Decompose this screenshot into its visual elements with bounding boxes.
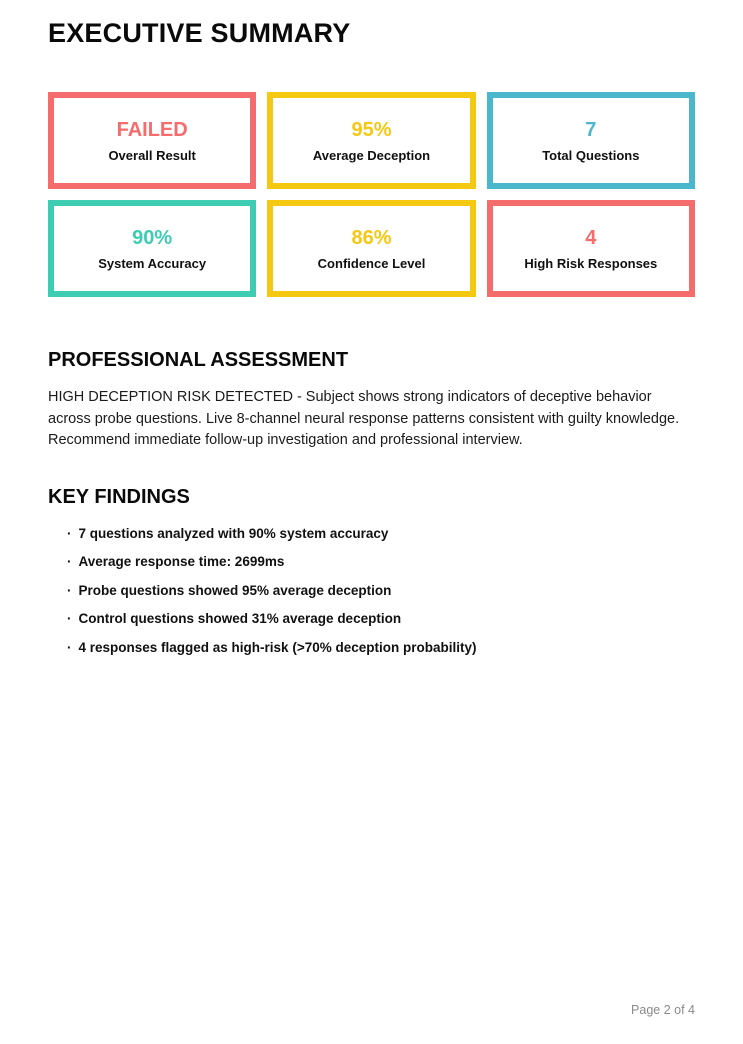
stat-card	[48, 92, 256, 189]
finding-item	[67, 584, 695, 598]
stat-card-value: 7	[585, 118, 597, 141]
stat-card-label: Overall Result	[108, 147, 196, 163]
stat-card-label: Confidence Level	[317, 255, 426, 271]
stat-card-label: High Risk Responses	[524, 255, 658, 271]
findings-heading: KEY FINDINGS	[48, 485, 190, 508]
stat-card	[487, 92, 695, 189]
finding-item	[67, 641, 695, 655]
stat-card-value: FAILED	[116, 118, 188, 141]
stat-card-value: 86%	[351, 226, 392, 249]
stat-card	[48, 200, 256, 297]
stat-card	[267, 92, 475, 189]
bullet-icon: ·	[67, 611, 72, 626]
stat-card-label: Average Deception	[312, 147, 431, 163]
page-number: Page 2 of 4	[631, 1003, 695, 1017]
assessment-body: HIGH DECEPTION RISK DETECTED - Subject shows strong indicators of deceptive behavior across probe questions. Live 8-channel neural response patterns consistent with guilty knowledge. Recommend immediate follow-up investigation and professional interview.	[48, 389, 680, 448]
finding-text: 4 responses flagged as high-risk (>70% deception probability)	[78, 639, 477, 655]
bullet-icon: ·	[67, 582, 72, 598]
bullet-icon: ·	[67, 554, 72, 569]
finding-item	[67, 555, 695, 569]
stat-card	[267, 200, 475, 297]
findings-list	[48, 527, 695, 655]
assessment-heading: PROFESSIONAL ASSESSMENT	[48, 349, 349, 371]
bullet-icon: ·	[67, 525, 72, 541]
stat-cards-grid	[48, 92, 695, 297]
finding-text: Probe questions showed 95% average deception	[78, 582, 392, 598]
stat-card-value: 90%	[132, 226, 173, 249]
stat-card-value: 95%	[351, 118, 392, 141]
finding-item	[67, 612, 695, 626]
finding-text: Control questions showed 31% average deception	[78, 611, 402, 626]
stat-card-label: Total Questions	[542, 147, 640, 163]
bullet-icon: ·	[67, 639, 72, 655]
finding-text: Average response time: 2699ms	[78, 554, 285, 569]
stat-card-label: System Accuracy	[98, 255, 207, 271]
finding-item	[67, 527, 695, 541]
page-title: EXECUTIVE SUMMARY	[48, 18, 351, 48]
finding-text: 7 questions analyzed with 90% system accuracy	[78, 525, 389, 541]
stat-card-value: 4	[585, 226, 597, 249]
stat-card	[487, 200, 695, 297]
